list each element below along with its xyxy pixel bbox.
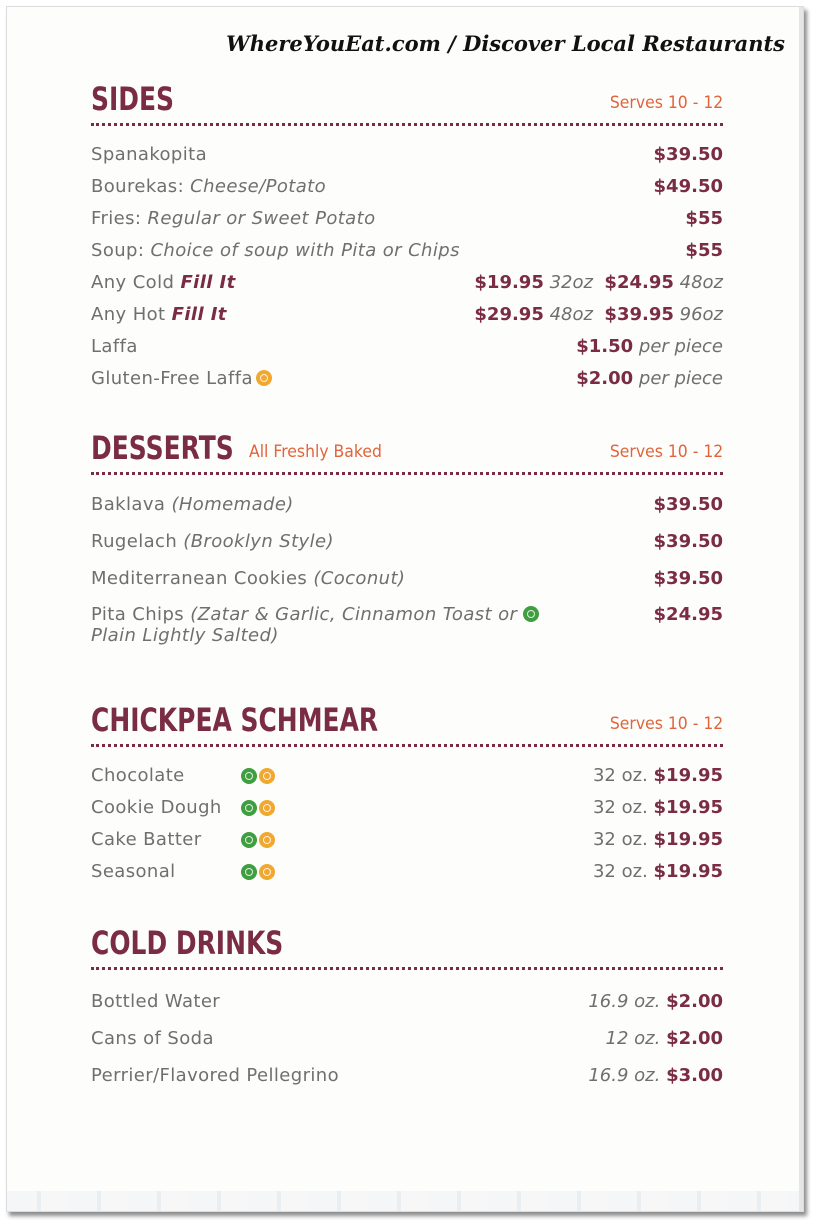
- menu-item: Chocolate 32 oz. $19.95: [91, 765, 723, 786]
- dotted-divider: [91, 123, 723, 126]
- gluten-free-icon: [259, 832, 275, 848]
- gluten-free-icon: [259, 864, 275, 880]
- serves-note: Serves 10 - 12: [609, 442, 723, 462]
- menu-item: Any Cold Fill It $19.95 32oz $24.95 48oz: [91, 272, 723, 293]
- vegan-icon: [523, 606, 539, 622]
- menu-item: Gluten-Free Laffa $2.00 per piece: [91, 368, 723, 389]
- menu-item: Baklava (Homemade) $39.50: [91, 494, 723, 515]
- scan-edge: [7, 1191, 803, 1211]
- sides-section: [91, 71, 723, 389]
- menu-item: Bourekas: Cheese/Potato $49.50: [91, 176, 723, 197]
- section-title: SIDES: [91, 80, 175, 118]
- menu-item: Rugelach (Brooklyn Style) $39.50: [91, 531, 723, 552]
- gluten-free-icon: [256, 370, 272, 386]
- menu-item: Any Hot Fill It $29.95 48oz $39.95 96oz: [91, 304, 723, 325]
- drinks-section: [91, 915, 723, 1086]
- gluten-free-icon: [259, 800, 275, 816]
- desserts-section: [91, 420, 723, 646]
- menu-item: Soup: Choice of soup with Pita or Chips $55: [91, 240, 723, 261]
- menu-item: Perrier/Flavored Pellegrino 16.9 oz. $3.00: [91, 1065, 723, 1086]
- dotted-divider: [91, 472, 723, 475]
- menu-item: Seasonal 32 oz. $19.95: [91, 861, 723, 882]
- menu-item: Bottled Water 16.9 oz. $2.00: [91, 991, 723, 1012]
- serves-note: Serves 10 - 12: [609, 93, 723, 113]
- vegan-icon: [241, 832, 257, 848]
- menu-item: Pita Chips (Zatar & Garlic, Cinnamon Toast or Plain Lightly Salted) $24.95: [91, 604, 723, 646]
- page-edge: [799, 7, 803, 1211]
- vegan-icon: [241, 768, 257, 784]
- section-subtitle: All Freshly Baked: [249, 442, 382, 462]
- menu-item: Laffa $1.50 per piece: [91, 336, 723, 357]
- menu-item: Mediterranean Cookies (Coconut) $39.50: [91, 568, 723, 589]
- vegan-icon: [241, 800, 257, 816]
- serves-note: Serves 10 - 12: [609, 714, 723, 734]
- vegan-icon: [241, 864, 257, 880]
- section-title: COLD DRINKS: [91, 924, 284, 962]
- menu-item: Cookie Dough 32 oz. $19.95: [91, 797, 723, 818]
- gluten-free-icon: [259, 768, 275, 784]
- schmear-section: [91, 692, 723, 882]
- menu-item: Fries: Regular or Sweet Potato $55: [91, 208, 723, 229]
- dotted-divider: [91, 744, 723, 747]
- menu-page: [6, 6, 804, 1212]
- menu-item: Spanakopita $39.50: [91, 144, 723, 165]
- section-title: CHICKPEA SCHMEAR: [91, 701, 379, 739]
- watermark: WhereYouEat.com / Discover Local Restaurants: [226, 31, 785, 56]
- section-title: DESSERTS: [91, 429, 234, 467]
- menu-item: Cake Batter 32 oz. $19.95: [91, 829, 723, 850]
- dotted-divider: [91, 967, 723, 970]
- menu-item: Cans of Soda 12 oz. $2.00: [91, 1028, 723, 1049]
